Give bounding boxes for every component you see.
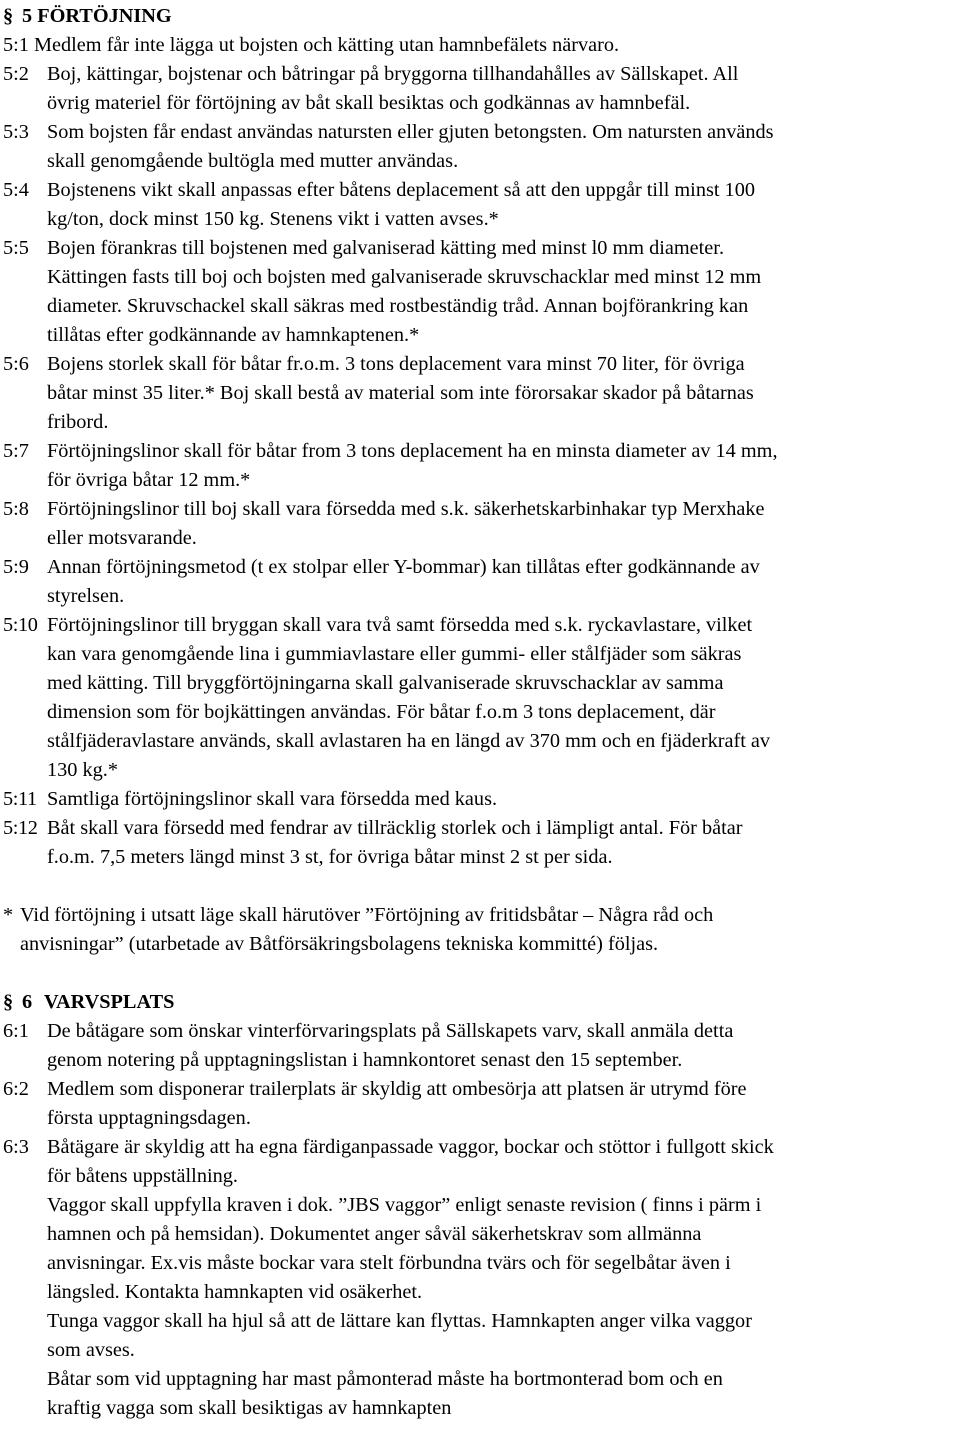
rule-label: 5:12 [3,817,38,839]
rule-5-12 [0,814,960,872]
rule-label: 5:9 [3,556,29,578]
paragraph-vaggor: Vaggor skall uppfylla kraven i dok. ”JBS vaggor” enligt senaste revision ( finns i pärm i hamnen och på hemsidan). Dokumentet anger såväl säkerhetskrav som allmänna anvisningar. Ex.vis måste bockar vara stelt förbundna tvärs och för segelbåtar även i längsled. Kontakta hamnkapten vid osäkerhet. [47,1194,762,1303]
rule-6-2 [0,1075,960,1133]
section-6-number: 6 [22,991,33,1013]
rule-text: Bojstenens vikt skall anpassas efter båtens deplacement så att den uppgår till minst 100 kg/ton, dock minst 150 kg. Stenens vikt i vatten avses.* [47,179,755,230]
rule-5-7 [0,437,960,495]
rule-label: 5:3 [3,121,29,143]
rule-5-10 [0,611,960,785]
rule-label: 5:11 [3,788,37,810]
rule-text: Båtägare är skyldig att ha egna färdiganpassade vaggor, bockar och stöttor i fullgott skick för båtens uppställning. [47,1136,774,1187]
rule-text: Annan förtöjningsmetod (t ex stolpar eller Y-bommar) kan tillåtas efter godkännande av styrelsen. [47,556,760,607]
section-6-heading [0,988,960,1017]
footnote [0,901,960,959]
paragraph-tunga-vaggor: Tunga vaggor skall ha hjul så att de lättare kan flyttas. Hamnkapten anger vilka vaggor som avses. [47,1310,752,1361]
section-5-heading [0,2,960,31]
rule-5-3 [0,118,960,176]
section-6-title: VARVSPLATS [44,991,175,1013]
rule-text: Samtliga förtöjningslinor skall vara försedda med kaus. [47,788,498,810]
rule-text: Båt skall vara försedd med fendrar av tillräcklig storlek och i lämpligt antal. För båtar f.o.m. 7,5 meters längd minst 3 st, for övriga båtar minst 2 st per sida. [47,817,743,868]
rule-label: 6:1 [3,1020,29,1042]
rule-text: Boj, kättingar, bojstenar och båtringar på bryggorna tillhandahålles av Sällskapet. All övrig materiel för förtöjning av båt skall besiktas och godkännas av hamnbefäl. [47,63,739,114]
rule-label: 5:10 [3,614,38,636]
rule-text: Förtöjningslinor till bryggan skall vara två samt försedda med s.k. ryckavlastare, vilket kan vara genomgående lina i gummiavlastare eller gummi- eller stålfjäder som säkras med kätting. Till bryggförtöjningarna skall galvaniserade skruvschacklar av samma dimension som för bojkättingen användas. För båtar f.o.m 3 tons deplacement, där stålfjäderavlastare används, skall avlastaren ha en längd av 370 mm och en fjäderkraft av 130 kg.* [47,614,771,781]
rule-label: 5:6 [3,353,29,375]
rule-5-5 [0,234,960,350]
footnote-star: * [3,904,14,926]
rule-text: Medlem som disponerar trailerplats är skyldig att ombesörja att platsen är utrymd före första upptagningsdagen. [47,1078,747,1129]
rule-5-4 [0,176,960,234]
rule-text: Som bojsten får endast användas natursten eller gjuten betongsten. Om natursten används skall genomgående bultögla med mutter användas. [47,121,774,172]
rule-5-9 [0,553,960,611]
spacer [0,872,960,901]
rule-label: 6:2 [3,1078,29,1100]
rule-text: Förtöjningslinor skall för båtar from 3 tons deplacement ha en minsta diameter av 14 mm, för övriga båtar 12 mm.* [47,440,778,491]
rule-label: 5:5 [3,237,29,259]
rule-5-8 [0,495,960,553]
rule-text: Bojens storlek skall för båtar fr.o.m. 3 tons deplacement vara minst 70 liter, för övriga båtar minst 35 liter.* Boj skall bestå av material som inte förorsakar skador på båtarnas fribord. [47,353,754,433]
section-symbol: § [3,991,14,1013]
rule-text: Bojen förankras till bojstenen med galvaniserad kätting med minst l0 mm diameter. Kättingen fasts till boj och bojsten med galvaniserade skruvschacklar med minst 12 mm diameter. Skruvschackel skall säkras med rostbeständig tråd. Annan bojförankring kan tillåtas efter godkännande av hamnkaptenen.* [47,237,762,346]
rule-5-1: 5:1 Medlem får inte lägga ut bojsten och kätting utan hamnbefälets närvaro. [3,34,620,56]
rule-label: 6:3 [3,1136,29,1158]
rule-text: De båtägare som önskar vinterförvaringsplats på Sällskapets varv, skall anmäla detta genom notering på upptagningslistan i hamnkontoret senast den 15 september. [47,1020,734,1071]
rule-6-1 [0,1017,960,1075]
rule-label: 5:8 [3,498,29,520]
rule-5-6 [0,350,960,437]
paragraph-mast: Båtar som vid upptagning har mast påmonterad måste ha bortmonterad bom och en kraftig vagga som skall besiktigas av hamnkapten [47,1368,723,1419]
rule-label: 5:4 [3,179,29,201]
rule-label: 5:7 [3,440,29,462]
rule-label: 5:2 [3,63,29,85]
section-symbol: § [3,5,14,27]
rule-text: Förtöjningslinor till boj skall vara försedda med s.k. säkerhetskarbinhakar typ Merxhake eller motsvarande. [47,498,765,549]
rule-5-11 [0,785,960,814]
footnote-text: Vid förtöjning i utsatt läge skall härutöver ”Förtöjning av fritidsbåtar – Några råd och anvisningar” (utarbetade av Båtförsäkringsbolagens tekniska kommitté) följas. [20,904,714,955]
rule-5-2 [0,60,960,118]
rule-6-3 [0,1133,960,1191]
document-page [0,2,960,1423]
spacer [0,959,960,988]
section-5-title: 5 FÖRTÖJNING [22,5,172,27]
